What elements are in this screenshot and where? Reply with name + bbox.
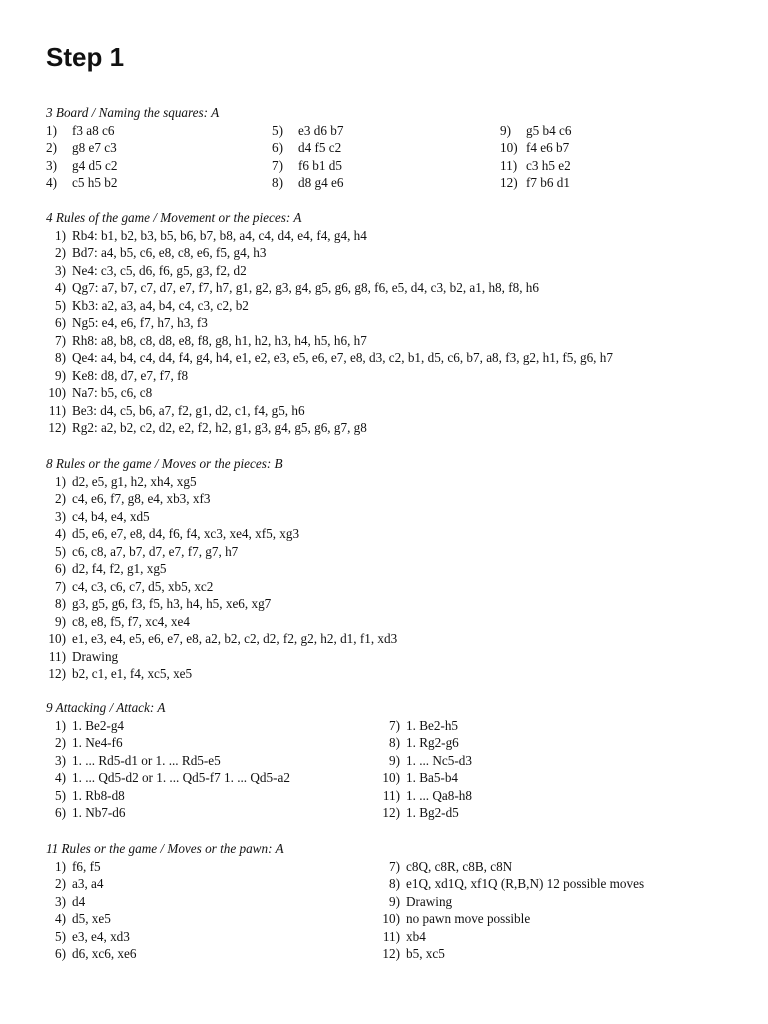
- answer-number: 8): [55, 350, 66, 365]
- answer-text: d6, xc6, xe6: [72, 946, 137, 961]
- answer-number: 5): [55, 787, 66, 803]
- answer-text: 1. Nb7-d6: [72, 805, 126, 820]
- answer-text: c8, e8, f5, f7, xc4, xe4: [72, 613, 190, 629]
- answer-text: 1. ... Qd5-d2 or 1. ... Qd5-f7 1. ... Qd5-a2: [72, 770, 290, 785]
- answer-number: 4): [55, 911, 66, 926]
- answer-row: [46, 858, 756, 876]
- answer-text: 1. ... Nc5-d3: [406, 752, 472, 768]
- answer-row: [46, 560, 756, 578]
- section-title: 11 Rules or the game / Moves or the pawn: A: [46, 841, 284, 856]
- section-movement-of-pieces: [46, 209, 756, 437]
- answer-number: 5): [55, 297, 66, 313]
- answer-text: d4 f5 c2: [298, 140, 342, 155]
- answer-row: [46, 297, 756, 315]
- answer-number: 1): [55, 717, 66, 733]
- answer-row: [46, 752, 756, 770]
- answer-number: 12): [48, 666, 66, 681]
- answer-row: [46, 367, 756, 385]
- answer-row: [46, 630, 756, 648]
- answer-text: g3, g5, g6, f3, f5, h3, h4, h5, xe6, xg7: [72, 596, 272, 611]
- answer-text: 1. Be2-g4: [72, 717, 125, 733]
- answer-row: [46, 525, 756, 543]
- answer-number: 1): [55, 858, 66, 874]
- answer-text: f6 b1 d5: [298, 157, 342, 173]
- answer-number: 10): [48, 385, 66, 400]
- answer-text: Qe4: a4, b4, c4, d4, f4, g4, h4, e1, e2, e3, e5, e6, e7, e8, d3, c2, b1, d5, c6, b7, a8, f3, g2, h1, f5, g6, h7: [72, 350, 613, 365]
- answer-row: [46, 945, 756, 963]
- answer-number: 2): [55, 491, 66, 506]
- answer-text: b5, xc5: [406, 946, 445, 961]
- answer-row: [46, 787, 756, 805]
- answer-text: f3 a8 c6: [72, 122, 115, 138]
- answer-row: [46, 490, 756, 508]
- answer-number: 3): [55, 893, 66, 909]
- answer-text: 1. Be2-h5: [406, 717, 459, 733]
- answer-number: 11): [500, 157, 518, 173]
- answer-number: 2): [46, 140, 57, 155]
- answer-number: 9): [389, 893, 400, 909]
- answer-row: [46, 279, 756, 297]
- answer-text: f7 b6 d1: [526, 175, 570, 190]
- answer-text: 1. Bg2-d5: [406, 805, 459, 820]
- answer-number: 2): [55, 735, 66, 750]
- answer-row: [46, 578, 756, 596]
- answer-row: [46, 227, 756, 245]
- answer-number: 8): [272, 175, 283, 190]
- answer-number: 5): [55, 543, 66, 559]
- answer-number: 10): [48, 631, 66, 646]
- answer-text: c5 h5 b2: [72, 175, 118, 190]
- answer-number: 8): [55, 596, 66, 611]
- answer-number: 8): [389, 876, 400, 891]
- answer-number: 7): [55, 578, 66, 594]
- answer-row: [46, 402, 756, 420]
- answer-number: 9): [500, 122, 511, 138]
- answer-number: 10): [382, 911, 400, 926]
- answer-text: Qg7: a7, b7, c7, d7, e7, f7, h7, g1, g2, g3, g4, g5, g6, g8, f6, e5, d4, c3, b2, a1, h8, f8, h6: [72, 280, 539, 295]
- answer-text: e1, e3, e4, e5, e6, e7, e8, a2, b2, c2, d2, f2, g2, h2, d1, f1, xd3: [72, 631, 398, 646]
- answer-text: 1. ... Qa8-h8: [406, 787, 472, 803]
- answer-number: 5): [272, 122, 283, 138]
- answer-row: [46, 419, 756, 437]
- answer-number: 2): [55, 245, 66, 260]
- answer-row: [46, 174, 756, 192]
- answer-text: d2, e5, g1, h2, xh4, xg5: [72, 473, 197, 489]
- answer-text: f4 e6 b7: [526, 140, 570, 155]
- answer-number: 1): [55, 227, 66, 243]
- answer-number: 12): [382, 805, 400, 820]
- answer-text: d5, xe5: [72, 911, 111, 926]
- answer-row: [46, 717, 756, 735]
- answer-number: 7): [55, 332, 66, 348]
- answer-number: 12): [382, 946, 400, 961]
- answer-number: 6): [55, 946, 66, 961]
- section-attacking: [46, 699, 756, 822]
- answer-number: 2): [55, 876, 66, 891]
- answer-number: 7): [389, 858, 400, 874]
- answer-number: 3): [46, 157, 57, 173]
- answer-number: 4): [55, 280, 66, 295]
- section-board-naming-squares: [46, 104, 756, 192]
- answer-number: 6): [55, 561, 66, 576]
- answer-number: 4): [55, 770, 66, 785]
- section-moves-of-pawn: [46, 840, 756, 963]
- answer-row: [46, 734, 756, 752]
- answer-text: Na7: b5, c6, c8: [72, 385, 153, 400]
- answer-row: [46, 543, 756, 561]
- answer-text: g5 b4 c6: [526, 122, 572, 138]
- answer-text: 1. Rb8-d8: [72, 787, 125, 803]
- answer-row: [46, 893, 756, 911]
- answer-number: 11): [382, 928, 400, 944]
- answer-text: c8Q, c8R, c8B, c8N: [406, 858, 513, 874]
- answer-row: [46, 875, 756, 893]
- answer-row: [46, 157, 756, 175]
- answer-number: 1): [46, 122, 57, 138]
- answer-number: 10): [382, 770, 400, 785]
- answer-text: d5, e6, e7, e8, d4, f6, f4, xc3, xe4, xf5, xg3: [72, 526, 300, 541]
- answer-text: c4, e6, f7, g8, e4, xb3, xf3: [72, 491, 211, 506]
- answer-number: 9): [55, 613, 66, 629]
- section-title: 3 Board / Naming the squares: A: [46, 105, 220, 120]
- answer-text: Rh8: a8, b8, c8, d8, e8, f8, g8, h1, h2, h3, h4, h5, h6, h7: [72, 332, 367, 348]
- answer-text: e3, e4, xd3: [72, 928, 130, 944]
- page-title: Step 1: [46, 42, 125, 72]
- answer-text: b2, c1, e1, f4, xc5, xe5: [72, 666, 193, 681]
- answer-text: d8 g4 e6: [298, 175, 344, 190]
- answer-text: g8 e7 c3: [72, 140, 117, 155]
- answer-row: [46, 613, 756, 631]
- answer-number: 9): [55, 367, 66, 383]
- answer-row: [46, 928, 756, 946]
- answer-number: 11): [48, 648, 66, 664]
- answer-number: 12): [48, 420, 66, 435]
- answer-text: 1. ... Rd5-d1 or 1. ... Rd5-e5: [72, 752, 221, 768]
- answer-row: [46, 332, 756, 350]
- answer-number: 3): [55, 752, 66, 768]
- answer-row: [46, 139, 756, 157]
- answer-number: 7): [272, 157, 283, 173]
- section-title: 4 Rules of the game / Movement or the pieces: A: [46, 210, 302, 225]
- section-title: 9 Attacking / Attack: A: [46, 700, 166, 715]
- answer-row: [46, 384, 756, 402]
- answer-text: a3, a4: [72, 876, 104, 891]
- answer-row: [46, 314, 756, 332]
- answer-number: 11): [48, 402, 66, 418]
- answer-text: c3 h5 e2: [526, 157, 571, 173]
- answer-text: Ng5: e4, e6, f7, h7, h3, f3: [72, 315, 208, 330]
- answer-text: Ke8: d8, d7, e7, f7, f8: [72, 367, 189, 383]
- answer-text: Kb3: a2, a3, a4, b4, c4, c3, c2, b2: [72, 297, 249, 313]
- answer-number: 11): [382, 787, 400, 803]
- answer-number: 4): [46, 175, 57, 190]
- answer-text: c6, c8, a7, b7, d7, e7, f7, g7, h7: [72, 543, 239, 559]
- answer-number: 3): [55, 508, 66, 524]
- answer-number: 8): [389, 735, 400, 750]
- answer-text: xb4: [406, 928, 426, 944]
- answer-text: Be3: d4, c5, b6, a7, f2, g1, d2, c1, f4, g5, h6: [72, 402, 305, 418]
- answer-text: f6, f5: [72, 858, 101, 874]
- answer-number: 6): [55, 805, 66, 820]
- answer-text: c4, c3, c6, c7, d5, xb5, xc2: [72, 578, 214, 594]
- answer-text: 1. Ba5-b4: [406, 770, 459, 785]
- answer-number: 12): [500, 175, 518, 190]
- answer-row: [46, 910, 756, 928]
- answer-row: [46, 349, 756, 367]
- answer-text: no pawn move possible: [406, 911, 531, 926]
- answer-number: 5): [55, 928, 66, 944]
- answer-number: 10): [500, 140, 518, 155]
- answer-row: [46, 122, 756, 140]
- answer-number: 3): [55, 262, 66, 278]
- answer-row: [46, 648, 756, 666]
- section-title: 8 Rules or the game / Moves or the pieces: B: [46, 456, 283, 471]
- answer-row: [46, 804, 756, 822]
- answer-row: [46, 595, 756, 613]
- answer-number: 6): [272, 140, 283, 155]
- answer-text: Drawing: [406, 893, 453, 909]
- answer-text: 1. Ne4-f6: [72, 735, 123, 750]
- answer-text: 1. Rg2-g6: [406, 735, 459, 750]
- answer-text: Drawing: [72, 648, 119, 664]
- answer-number: 9): [389, 752, 400, 768]
- answer-text: Rg2: a2, b2, c2, d2, e2, f2, h2, g1, g3, g4, g5, g6, g7, g8: [72, 420, 367, 435]
- answer-row: [46, 508, 756, 526]
- answer-text: c4, b4, e4, xd5: [72, 508, 150, 524]
- answer-row: [46, 262, 756, 280]
- answer-row: [46, 665, 756, 683]
- answer-row: [46, 769, 756, 787]
- answer-text: g4 d5 c2: [72, 157, 118, 173]
- answer-text: e3 d6 b7: [298, 122, 344, 138]
- answer-number: 1): [55, 473, 66, 489]
- answer-text: Rb4: b1, b2, b3, b5, b6, b7, b8, a4, c4, d4, e4, f4, g4, h4: [72, 227, 367, 243]
- answer-row: [46, 473, 756, 491]
- answer-text: e1Q, xd1Q, xf1Q (R,B,N) 12 possible moves: [406, 876, 645, 891]
- answer-number: 7): [389, 717, 400, 733]
- section-moves-of-pieces: [46, 455, 756, 683]
- answer-text: d4: [72, 893, 86, 909]
- answer-text: Ne4: c3, c5, d6, f6, g5, g3, f2, d2: [72, 262, 247, 278]
- answer-number: 6): [55, 315, 66, 330]
- answer-number: 4): [55, 526, 66, 541]
- answer-text: Bd7: a4, b5, c6, e8, c8, e6, f5, g4, h3: [72, 245, 267, 260]
- answer-row: [46, 244, 756, 262]
- answer-text: d2, f4, f2, g1, xg5: [72, 561, 167, 576]
